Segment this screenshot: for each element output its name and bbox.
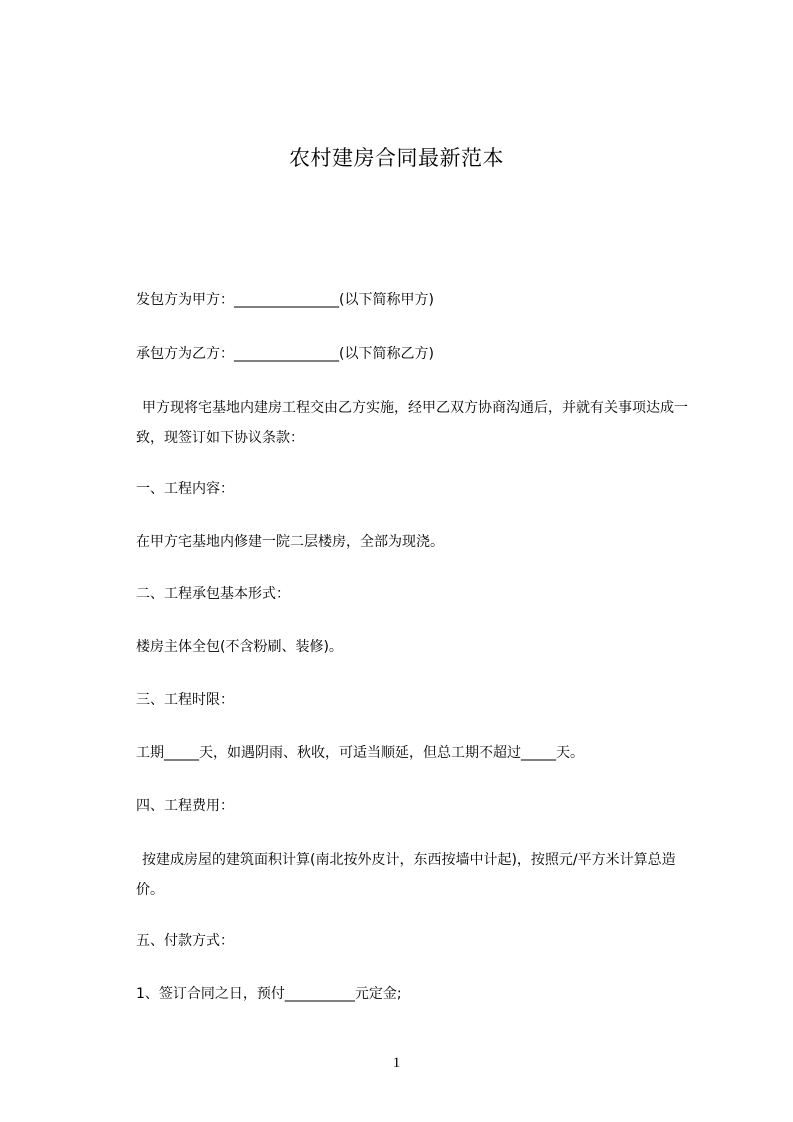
party-b-line: 承包方为乙方：_______________(以下简称乙方) bbox=[136, 346, 434, 362]
section-4-body: 按建成房屋的建筑面积计算(南北按外皮计，东西按墙中计起)，按照元/平方米计算总造价。 bbox=[136, 852, 676, 898]
section-3-body: 工期_____天，如遇阴雨、秋收，可适当顺延，但总工期不超过_____天。 bbox=[136, 745, 584, 761]
party-a-line: 发包方为甲方：_______________(以下简称甲方) bbox=[136, 292, 434, 308]
section-5-heading: 五、付款方式： bbox=[136, 933, 234, 949]
intro-paragraph: 甲方现将宅基地内建房工程交由乙方实施，经甲乙双方协商沟通后，并就有关事项达成一致，现签订如下协议条款： bbox=[136, 400, 688, 446]
section-4-heading: 四、工程费用： bbox=[136, 798, 234, 814]
section-1-heading: 一、工程内容： bbox=[136, 481, 234, 497]
section-2-heading: 二、工程承包基本形式： bbox=[136, 586, 290, 602]
section-2-body: 楼房主体全包(不含粉刷、装修)。 bbox=[136, 639, 343, 655]
document-title: 农村建房合同最新范本 bbox=[289, 146, 504, 170]
section-5-item-1: 1、签订合同之日，预付__________元定金; bbox=[136, 986, 402, 1002]
section-3-heading: 三、工程时限： bbox=[136, 692, 234, 708]
page-number: 1 bbox=[392, 1055, 401, 1071]
section-1-body: 在甲方宅基地内修建一院二层楼房，全部为现浇。 bbox=[136, 534, 444, 550]
